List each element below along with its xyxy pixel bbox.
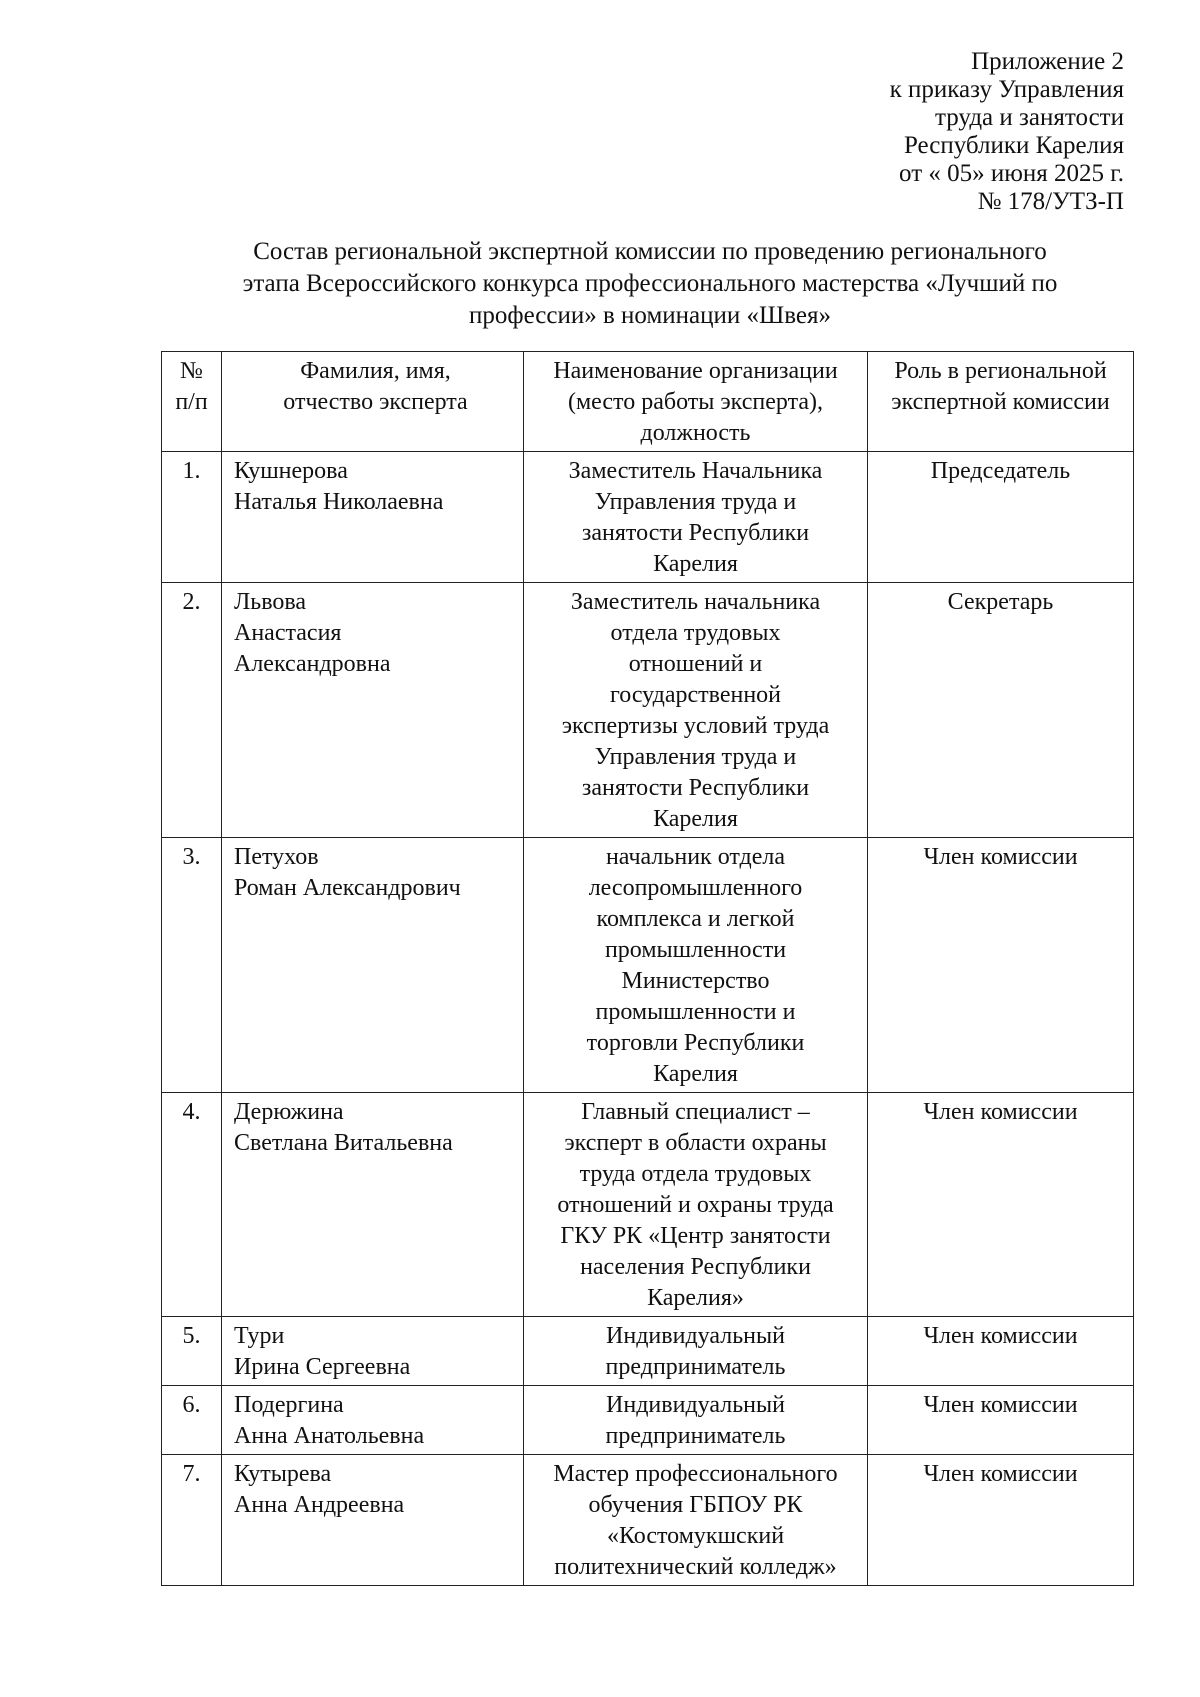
org-line: занятости Республики <box>581 775 810 801</box>
cell-number: 5. <box>162 1317 222 1386</box>
header-line: отчество эксперта <box>283 389 468 415</box>
org-line: Главный специалист – <box>581 1099 810 1125</box>
org-line: ГКУ РК «Центр занятости <box>560 1223 831 1249</box>
cell-name <box>222 1317 524 1386</box>
org-line: предприниматель <box>605 1423 786 1449</box>
cell-name <box>222 1093 524 1317</box>
org-line: обучения ГБПОУ РК <box>588 1492 803 1518</box>
appendix-line: № 178/УТЗ-П <box>977 188 1124 215</box>
name-line: Кушнерова <box>234 458 348 484</box>
name-line: Львова <box>234 589 307 615</box>
org-line: Индивидуальный <box>606 1392 785 1418</box>
org-line: предприниматель <box>605 1354 786 1380</box>
document-title <box>150 236 1150 332</box>
table-row <box>162 1455 1134 1586</box>
org-line: отношений и охраны труда <box>557 1192 834 1218</box>
appendix-block <box>890 48 1124 216</box>
header-line: Наименование организации <box>553 358 838 384</box>
org-line: государственной <box>609 682 782 708</box>
appendix-line: Приложение 2 <box>971 48 1124 75</box>
org-line: труда отдела трудовых <box>579 1161 812 1187</box>
cell-organization <box>524 1317 868 1386</box>
org-line: Управления труда и <box>594 489 797 515</box>
org-line: Министерство <box>621 968 770 994</box>
cell-number: 3. <box>162 838 222 1093</box>
org-line: Заместитель начальника <box>570 589 821 615</box>
name-line: Александровна <box>234 651 391 677</box>
header-line: № <box>180 358 203 384</box>
title-line: Состав региональной экспертной комиссии по проведению регионального <box>253 238 1047 265</box>
cell-name <box>222 583 524 838</box>
cell-organization <box>524 583 868 838</box>
cell-role: Председатель <box>868 452 1134 583</box>
cell-name <box>222 452 524 583</box>
org-line: политехнический колледж» <box>554 1554 837 1580</box>
org-line: Управления труда и <box>594 744 797 770</box>
name-line: Ирина Сергеевна <box>234 1354 411 1380</box>
name-line: Кутырева <box>234 1461 332 1487</box>
cell-organization <box>524 1455 868 1586</box>
appendix-line: Республики Карелия <box>903 132 1124 159</box>
appendix-line: к приказу Управления <box>889 76 1124 103</box>
org-line: Заместитель Начальника <box>568 458 823 484</box>
org-line: Индивидуальный <box>606 1323 785 1349</box>
header-line: Фамилия, имя, <box>300 358 451 384</box>
org-line: отдела трудовых <box>610 620 781 646</box>
org-line: экспертизы условий труда <box>561 713 830 739</box>
header-role <box>868 352 1134 452</box>
name-line: Подергина <box>234 1392 344 1418</box>
cell-role: Член комиссии <box>868 1386 1134 1455</box>
cell-role: Член комиссии <box>868 1317 1134 1386</box>
table-row <box>162 1386 1134 1455</box>
org-line: промышленности <box>604 937 787 963</box>
cell-number: 2. <box>162 583 222 838</box>
appendix-line: от « 05» июня 2025 г. <box>899 160 1124 187</box>
org-line: отношений и <box>628 651 763 677</box>
org-line: торговли Республики <box>586 1030 805 1056</box>
org-line: Карелия <box>653 551 738 577</box>
org-line: Карелия <box>653 1061 738 1087</box>
title-line: этапа Всероссийского конкурса профессионального мастерства «Лучший по <box>242 270 1058 297</box>
cell-name <box>222 838 524 1093</box>
cell-name <box>222 1455 524 1586</box>
name-line: Наталья Николаевна <box>234 489 444 515</box>
name-line: Роман Александрович <box>234 875 461 901</box>
header-name <box>222 352 524 452</box>
cell-number: 7. <box>162 1455 222 1586</box>
cell-role: Член комиссии <box>868 1455 1134 1586</box>
cell-number: 1. <box>162 452 222 583</box>
org-line: Мастер профессионального <box>553 1461 838 1487</box>
cell-role: Член комиссии <box>868 838 1134 1093</box>
name-line: Петухов <box>234 844 319 870</box>
table-row <box>162 583 1134 838</box>
cell-role: Секретарь <box>868 583 1134 838</box>
header-line: должность <box>640 420 751 446</box>
cell-organization <box>524 838 868 1093</box>
header-number <box>162 352 222 452</box>
name-line: Анастасия <box>234 620 342 646</box>
table-row <box>162 838 1134 1093</box>
org-line: Карелия <box>653 806 738 832</box>
appendix-line: труда и занятости <box>935 104 1124 131</box>
name-line: Анна Анатольевна <box>234 1423 425 1449</box>
org-line: занятости Республики <box>581 520 810 546</box>
cell-organization <box>524 452 868 583</box>
org-line: лесопромышленного <box>588 875 803 901</box>
org-line: комплекса и легкой <box>596 906 795 932</box>
cell-name <box>222 1386 524 1455</box>
header-line: (место работы эксперта), <box>567 389 824 415</box>
org-line: населения Республики <box>580 1254 811 1280</box>
cell-organization <box>524 1093 868 1317</box>
org-line: Карелия» <box>647 1285 744 1311</box>
name-line: Тури <box>234 1323 285 1349</box>
table-row <box>162 452 1134 583</box>
cell-number: 4. <box>162 1093 222 1317</box>
cell-role: Член комиссии <box>868 1093 1134 1317</box>
header-line: Роль в региональной <box>894 358 1107 384</box>
header-organization <box>524 352 868 452</box>
name-line: Светлана Витальевна <box>234 1130 453 1156</box>
name-line: Анна Андреевна <box>234 1492 405 1518</box>
title-line: профессии» в номинации «Швея» <box>469 302 831 329</box>
cell-organization <box>524 1386 868 1455</box>
name-line: Дерюжина <box>234 1099 344 1125</box>
header-line: п/п <box>175 389 208 415</box>
header-line: экспертной комиссии <box>891 389 1110 415</box>
table-row <box>162 1093 1134 1317</box>
org-line: эксперт в области охраны <box>564 1130 827 1156</box>
org-line: промышленности и <box>595 999 796 1025</box>
table-header-row <box>162 352 1134 452</box>
experts-table <box>161 351 1134 1586</box>
cell-number: 6. <box>162 1386 222 1455</box>
table-row <box>162 1317 1134 1386</box>
org-line: «Костомукшский <box>606 1523 785 1549</box>
org-line: начальник отдела <box>605 844 786 870</box>
